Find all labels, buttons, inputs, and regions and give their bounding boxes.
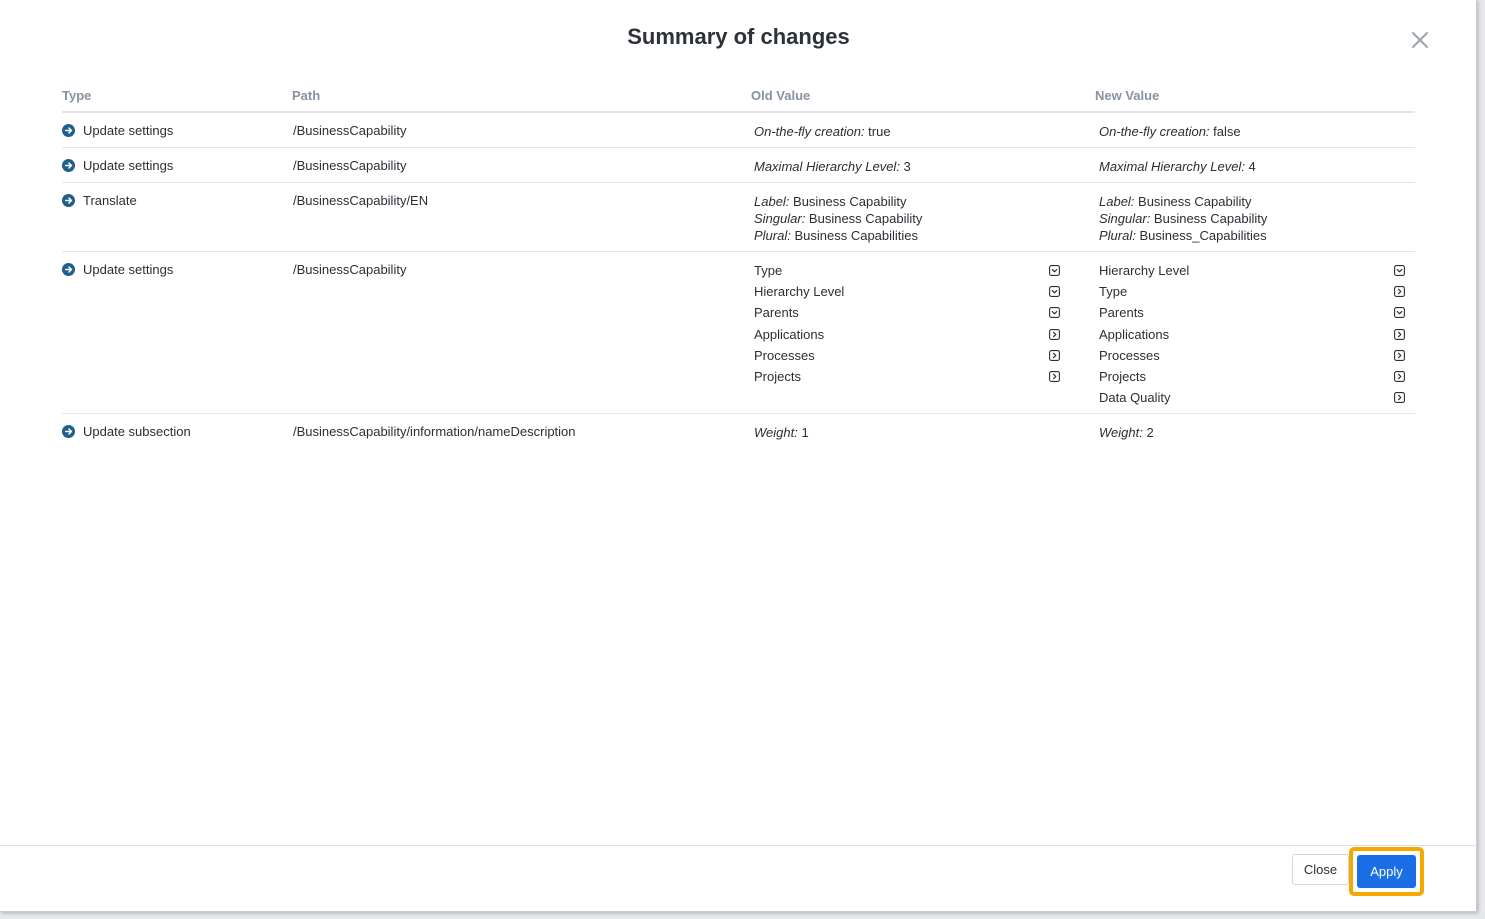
- new-value: Label: Business Capability Singular: Business Capability Plural: Business_Capabilities: [1099, 194, 1268, 243]
- chevron-right-box-icon[interactable]: [1049, 371, 1060, 382]
- field-name: Projects: [1099, 369, 1146, 385]
- change-type: Translate: [62, 193, 137, 208]
- arrow-right-circle-icon: [62, 194, 75, 207]
- chevron-down-box-icon[interactable]: [1394, 307, 1405, 318]
- apply-button[interactable]: Apply: [1357, 855, 1416, 888]
- table-row: [62, 113, 1415, 148]
- field-name: Applications: [754, 326, 825, 342]
- table-row: [62, 183, 1415, 252]
- arrow-right-circle-icon: [62, 263, 75, 276]
- column-header-path: Path: [292, 88, 321, 103]
- field-item: [754, 260, 1060, 281]
- change-type: Update settings: [62, 158, 173, 173]
- new-value: Weight: 2: [1099, 425, 1154, 440]
- old-value: Label: Business Capability Singular: Business Capability Plural: Business Capabilities: [754, 194, 923, 243]
- field-item: [754, 366, 1060, 387]
- changes-table: [62, 82, 1415, 448]
- change-type: Update settings: [62, 262, 173, 277]
- arrow-right-circle-icon: [62, 425, 75, 438]
- new-value: On-the-fly creation: false: [1099, 124, 1241, 139]
- chevron-down-box-icon[interactable]: [1049, 265, 1060, 276]
- change-path: /BusinessCapability: [293, 123, 407, 138]
- chevron-right-box-icon[interactable]: [1394, 286, 1405, 297]
- chevron-right-box-icon[interactable]: [1394, 350, 1405, 361]
- chevron-right-box-icon[interactable]: [1394, 329, 1405, 340]
- field-item: [1099, 387, 1405, 408]
- arrow-right-circle-icon: [62, 159, 75, 172]
- apply-button-highlight: [1349, 847, 1424, 896]
- field-name: Parents: [1099, 305, 1144, 321]
- field-name: Processes: [1099, 347, 1160, 363]
- old-field-list: [754, 260, 1060, 387]
- field-item: [754, 302, 1060, 323]
- chevron-down-box-icon[interactable]: [1394, 265, 1405, 276]
- table-row: [62, 148, 1415, 183]
- field-name: Hierarchy Level: [754, 284, 845, 300]
- change-type: Update subsection: [62, 424, 191, 439]
- table-row: [62, 252, 1415, 414]
- table-row: [62, 414, 1415, 448]
- column-header-new-value: New Value: [1095, 88, 1160, 103]
- chevron-right-box-icon[interactable]: [1049, 329, 1060, 340]
- field-item: [1099, 260, 1405, 281]
- field-item: [754, 345, 1060, 366]
- dialog-title: Summary of changes: [627, 24, 850, 49]
- field-item: [1099, 281, 1405, 302]
- close-icon[interactable]: [1408, 28, 1432, 52]
- field-name: Projects: [754, 369, 801, 385]
- field-item: [1099, 324, 1405, 345]
- old-value: Maximal Hierarchy Level: 3: [754, 159, 911, 174]
- field-name: Parents: [754, 305, 799, 321]
- field-name: Type: [1099, 284, 1128, 300]
- change-path: /BusinessCapability: [293, 158, 407, 173]
- dialog-footer: [0, 845, 1477, 912]
- column-header-old-value: Old Value: [751, 88, 811, 103]
- chevron-down-box-icon[interactable]: [1049, 286, 1060, 297]
- chevron-right-box-icon[interactable]: [1049, 350, 1060, 361]
- chevron-down-box-icon[interactable]: [1049, 307, 1060, 318]
- table-header: [62, 82, 1415, 113]
- change-path: /BusinessCapability/information/nameDescription: [293, 424, 576, 439]
- change-path: /BusinessCapability: [293, 262, 407, 277]
- change-path: /BusinessCapability/EN: [293, 193, 429, 208]
- field-item: [1099, 302, 1405, 323]
- new-field-list: [1099, 260, 1405, 408]
- chevron-right-box-icon[interactable]: [1394, 392, 1405, 403]
- field-item: [754, 281, 1060, 302]
- column-header-type: Type: [62, 88, 92, 103]
- field-item: [1099, 345, 1405, 366]
- field-name: Type: [754, 263, 783, 279]
- new-value: Maximal Hierarchy Level: 4: [1099, 159, 1256, 174]
- field-name: Hierarchy Level: [1099, 263, 1190, 279]
- change-type: Update settings: [62, 123, 173, 138]
- old-value: On-the-fly creation: true: [754, 124, 891, 139]
- arrow-right-circle-icon: [62, 124, 75, 137]
- old-value: Weight: 1: [754, 425, 809, 440]
- chevron-right-box-icon[interactable]: [1394, 371, 1405, 382]
- field-name: Applications: [1099, 326, 1170, 342]
- field-name: Processes: [754, 347, 815, 363]
- field-item: [1099, 366, 1405, 387]
- close-button[interactable]: Close: [1292, 854, 1349, 885]
- field-item: [754, 324, 1060, 345]
- field-name: Data Quality: [1099, 390, 1171, 406]
